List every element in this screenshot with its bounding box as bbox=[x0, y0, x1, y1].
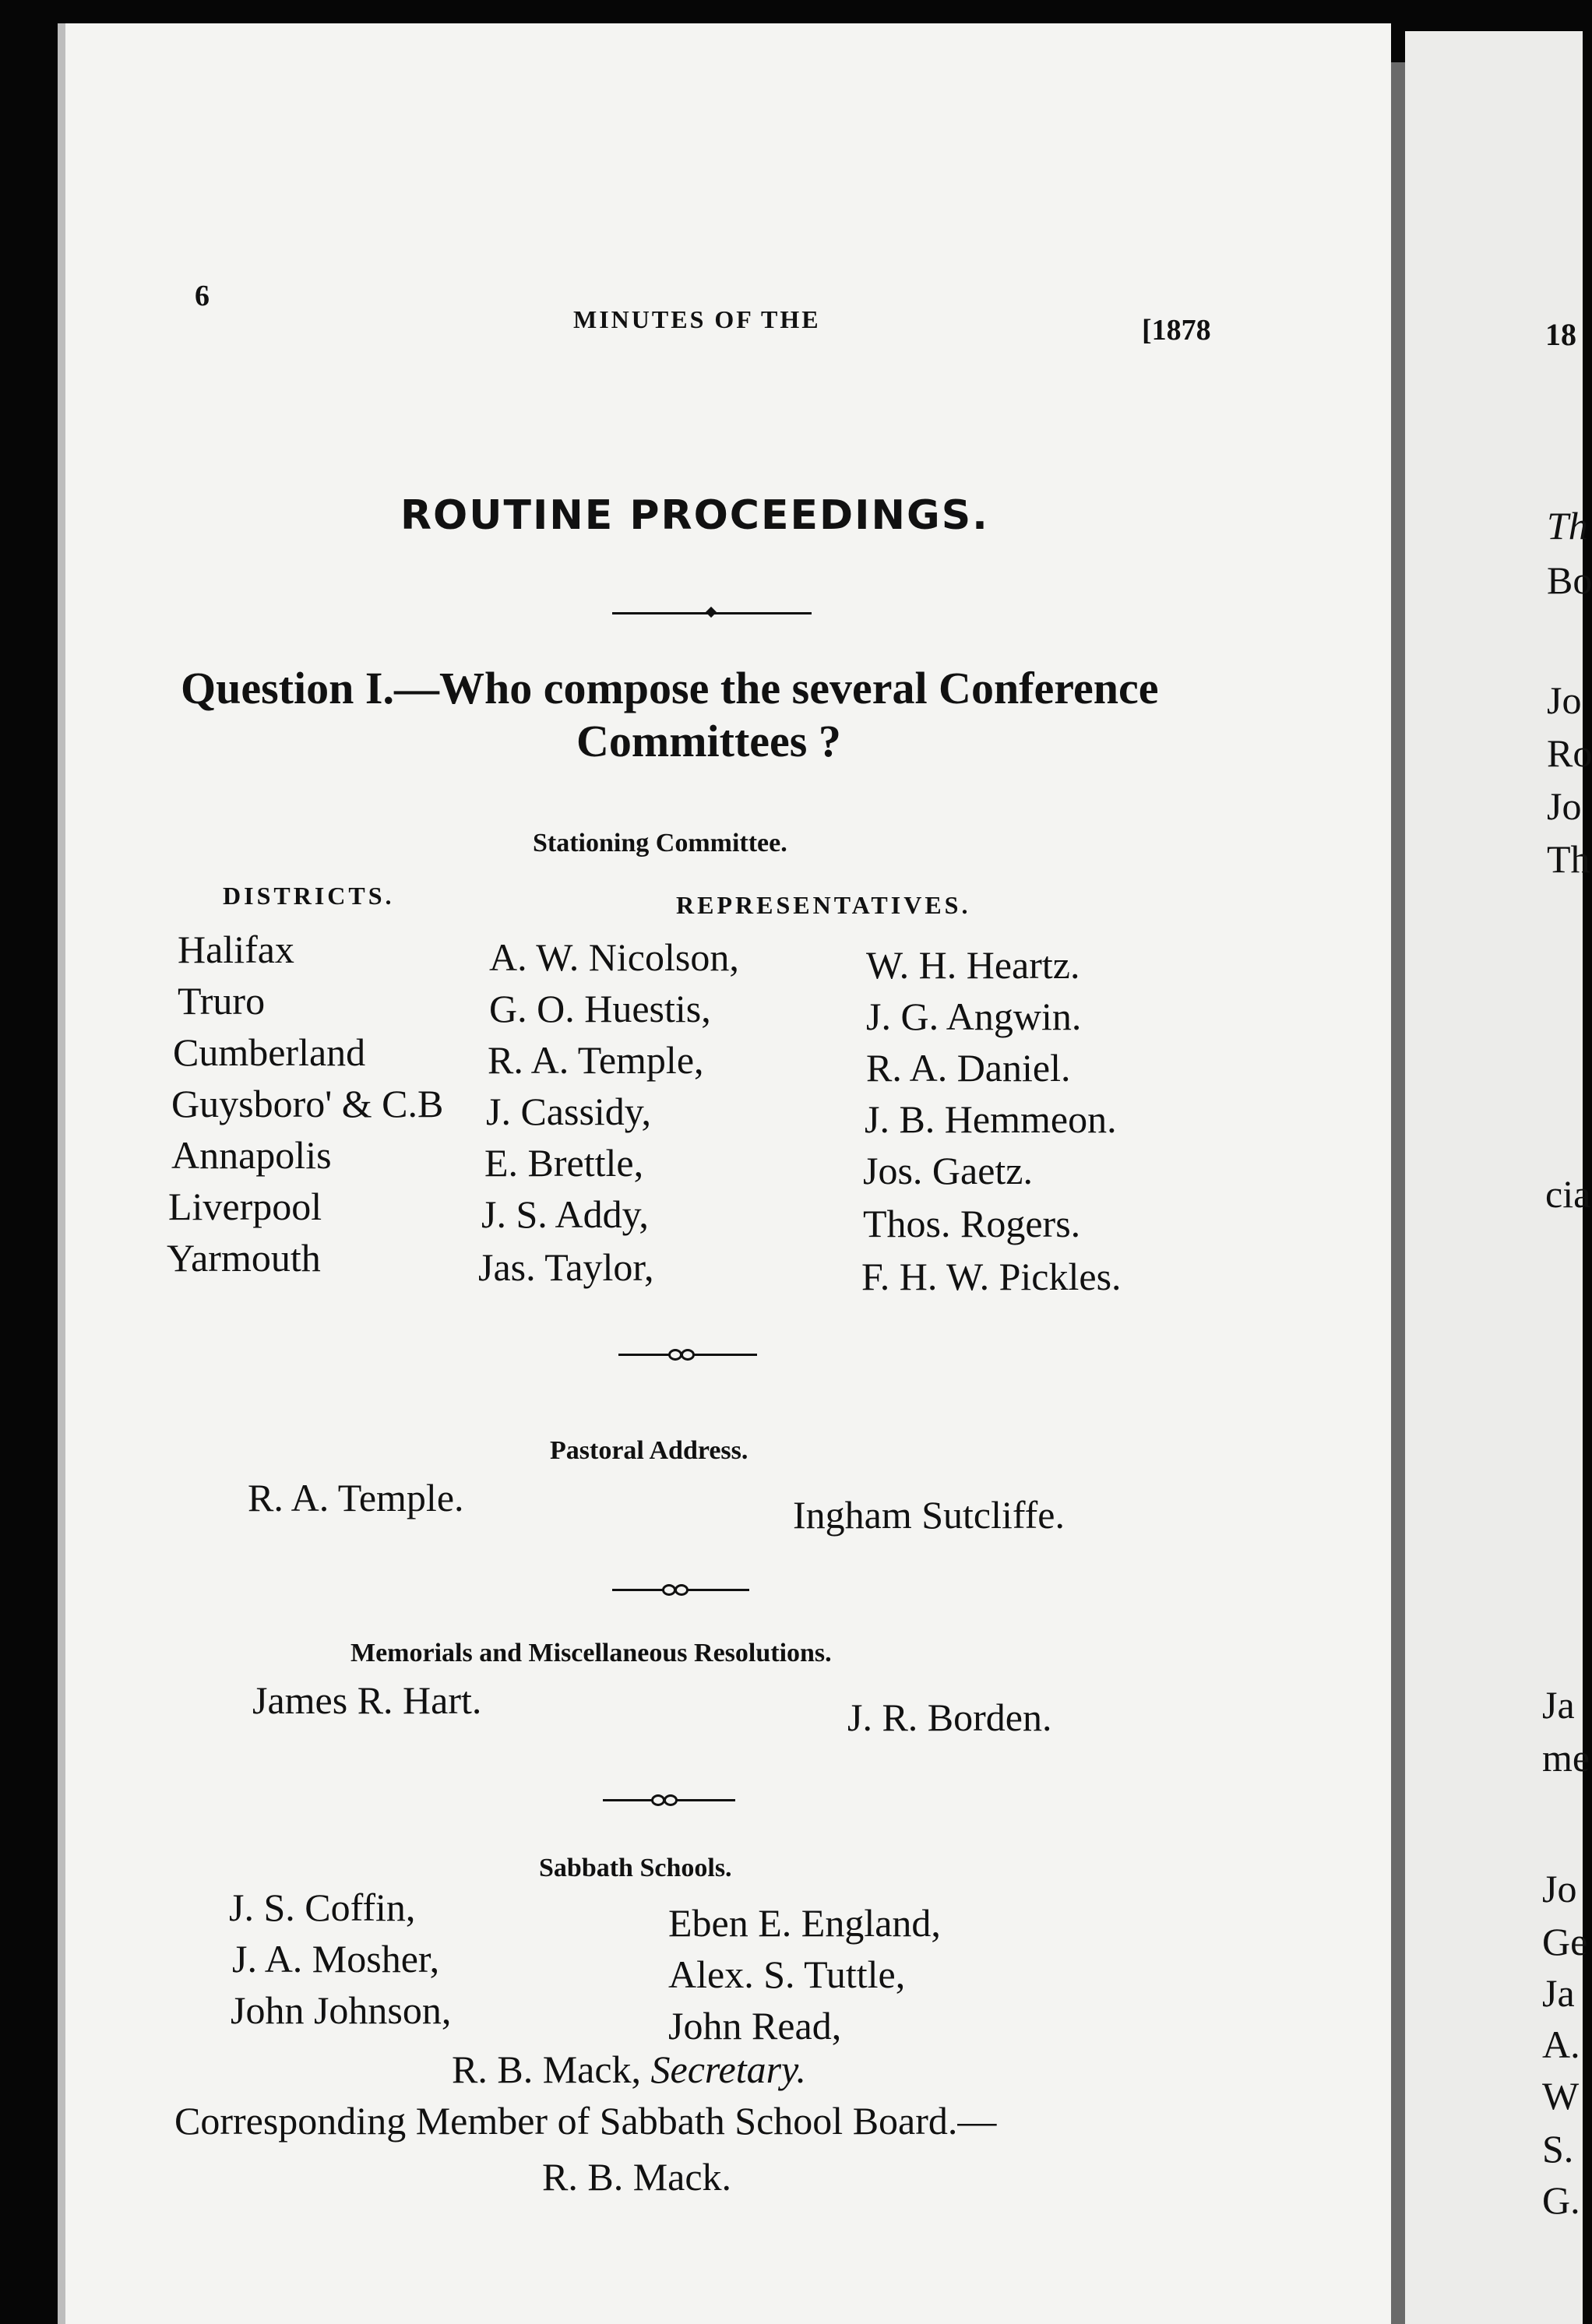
district-cell: Halifax bbox=[178, 928, 294, 971]
secretary-title: Secretary. bbox=[650, 2048, 807, 2091]
rep-cell: F. H. W. Pickles. bbox=[861, 1255, 1122, 1298]
year-label: [1878 bbox=[1142, 314, 1211, 347]
corresponding-line: Corresponding Member of Sabbath School Board.— bbox=[174, 2099, 997, 2143]
district-cell: Cumberland bbox=[173, 1030, 366, 1074]
secretary-name: R. B. Mack, bbox=[452, 2048, 642, 2091]
sabbath-left: John Johnson, bbox=[231, 1988, 452, 2032]
right-fragment: W bbox=[1542, 2074, 1580, 2118]
right-fragment: S. bbox=[1542, 2127, 1574, 2171]
stationing-heading: Stationing Committee. bbox=[533, 829, 787, 857]
sabbath-left: J. A. Mosher, bbox=[232, 1937, 440, 1981]
rep-cell: A. W. Nicolson, bbox=[489, 935, 739, 979]
right-fragment: cia bbox=[1545, 1172, 1591, 1216]
right-fragment: Ge bbox=[1542, 1920, 1588, 1963]
districts-column-header: DISTRICTS. bbox=[223, 882, 395, 910]
sabbath-right: John Read, bbox=[668, 2004, 842, 2048]
right-fragment: Jo bbox=[1542, 1867, 1577, 1910]
rep-cell: Thos. Rogers. bbox=[863, 1202, 1081, 1245]
right-fragment: 18 bbox=[1545, 317, 1576, 352]
sabbath-right: Eben E. England, bbox=[668, 1901, 941, 1945]
rep-cell: W. H. Heartz. bbox=[866, 943, 1080, 987]
district-cell: Liverpool bbox=[168, 1185, 322, 1228]
right-fragment: Bo bbox=[1547, 558, 1592, 602]
district-cell: Guysboro' & C.B bbox=[171, 1082, 444, 1125]
right-fragment: me bbox=[1542, 1736, 1590, 1780]
rep-cell: G. O. Huestis, bbox=[489, 987, 711, 1030]
running-title: MINUTES OF THE bbox=[573, 305, 821, 333]
sabbath-right: Alex. S. Tuttle, bbox=[668, 1953, 906, 1996]
pastoral-heading: Pastoral Address. bbox=[550, 1436, 748, 1465]
right-page-fragment bbox=[1405, 31, 1592, 2324]
rep-cell: J. B. Hemmeon. bbox=[865, 1097, 1117, 1141]
right-fragment: Th bbox=[1547, 504, 1588, 548]
pastoral-left: R. A. Temple. bbox=[248, 1476, 464, 1519]
question-line-1: Question I.—Who compose the several Conference bbox=[181, 663, 1159, 713]
representatives-column-header: REPRESENTATIVES. bbox=[676, 891, 971, 919]
page-edge-rule bbox=[58, 23, 65, 2324]
page-title: ROUTINE PROCEEDINGS. bbox=[400, 492, 989, 539]
right-fragment: Jo bbox=[1547, 678, 1582, 722]
right-fragment: A. bbox=[1542, 2023, 1580, 2066]
rep-cell: J. G. Angwin. bbox=[866, 995, 1082, 1038]
district-cell: Annapolis bbox=[171, 1133, 332, 1177]
sabbath-heading: Sabbath Schools. bbox=[539, 1854, 732, 1882]
district-cell: Truro bbox=[178, 979, 266, 1023]
page-number: 6 bbox=[195, 280, 210, 312]
right-fragment: Jo bbox=[1547, 784, 1582, 828]
rep-cell: J. Cassidy, bbox=[486, 1090, 652, 1133]
right-fragment: Ro bbox=[1547, 731, 1592, 775]
right-fragment: G. bbox=[1542, 2178, 1580, 2222]
memorials-right: J. R. Borden. bbox=[847, 1695, 1052, 1739]
rep-cell: E. Brettle, bbox=[484, 1141, 644, 1185]
right-fragment: Th bbox=[1547, 837, 1590, 881]
rep-cell: Jos. Gaetz. bbox=[863, 1149, 1033, 1192]
right-fragment: Ja bbox=[1542, 1683, 1575, 1727]
question-line-2: Committees ? bbox=[576, 716, 841, 766]
rep-cell: J. S. Addy, bbox=[481, 1192, 649, 1236]
memorials-heading: Memorials and Miscellaneous Resolutions. bbox=[350, 1639, 832, 1667]
corresponding-name: R. B. Mack. bbox=[542, 2155, 732, 2199]
secretary-line bbox=[452, 2047, 806, 2092]
rep-cell: R. A. Daniel. bbox=[866, 1046, 1071, 1090]
left-page bbox=[58, 23, 1391, 2324]
book-gutter bbox=[1391, 62, 1405, 2324]
sabbath-left: J. S. Coffin, bbox=[229, 1886, 416, 1929]
memorials-left: James R. Hart. bbox=[252, 1678, 482, 1722]
right-fragment: Ja bbox=[1542, 1971, 1575, 2015]
rep-cell: R. A. Temple, bbox=[488, 1038, 704, 1082]
district-cell: Yarmouth bbox=[167, 1236, 321, 1280]
pastoral-right: Ingham Sutcliffe. bbox=[793, 1493, 1065, 1537]
rep-cell: Jas. Taylor, bbox=[478, 1245, 654, 1289]
